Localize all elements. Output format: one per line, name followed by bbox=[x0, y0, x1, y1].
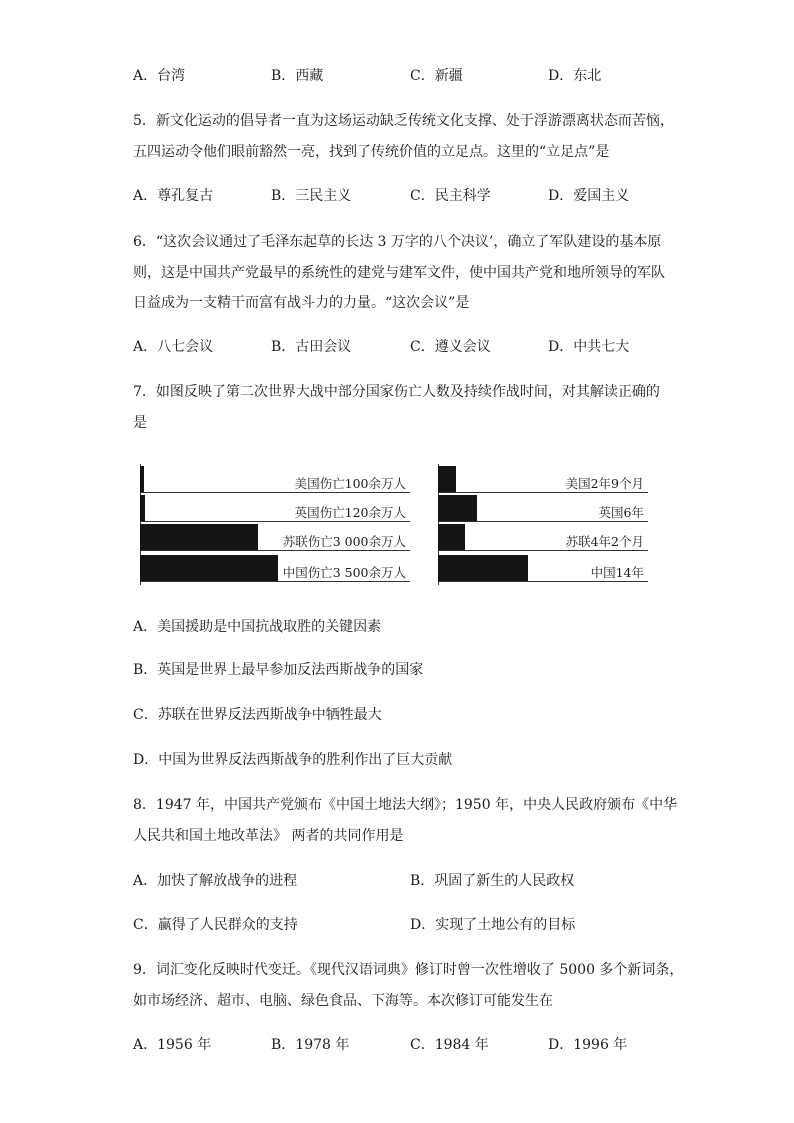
casualty-duration-chart bbox=[138, 462, 648, 592]
q4-option-d[interactable]: D．东北 bbox=[548, 68, 602, 84]
q6-stem-line-3: 日益成为一支精干而富有战斗力的力量。“这次会议”是 bbox=[133, 295, 470, 311]
panel-2-baseline-2 bbox=[438, 521, 648, 522]
panel-2-bar-1 bbox=[438, 466, 456, 492]
panel-1-baseline-3 bbox=[140, 550, 410, 551]
panel-2-baseline-4 bbox=[438, 581, 648, 582]
q9-stem-line-2: 如市场经济、超市、电脑、绿色食品、下海等。本次修订可能发生在 bbox=[133, 993, 553, 1009]
q5-option-b[interactable]: B．三民主义 bbox=[271, 188, 352, 204]
q7-stem-line-1: 7．如图反映了第二次世界大战中部分国家伤亡人数及持续作战时间，对其解读正确的 bbox=[133, 384, 660, 400]
panel-1-label-4: 中国伤亡3 500余万人 bbox=[282, 565, 406, 580]
q8-stem-line-2: 人民共和国土地改革法》 两者的共同作用是 bbox=[133, 828, 404, 844]
q6-option-c[interactable]: C．遵义会议 bbox=[410, 339, 491, 355]
q5-option-c[interactable]: C．民主科学 bbox=[410, 188, 491, 204]
q4-option-b[interactable]: B．西藏 bbox=[271, 68, 324, 84]
q8-option-c[interactable]: C．赢得了人民群众的支持 bbox=[133, 917, 298, 933]
q5-option-a[interactable]: A．尊孔复古 bbox=[133, 188, 214, 204]
panel-1-label-2: 英国伤亡120余万人 bbox=[294, 505, 406, 520]
q5-stem-line-2: 五四运动令他们眼前豁然一亮，找到了传统价值的立足点。这里的“立足点”是 bbox=[133, 144, 610, 160]
q4-option-a[interactable]: A．台湾 bbox=[133, 68, 186, 84]
panel-1-baseline-4 bbox=[140, 581, 410, 582]
q4-option-c[interactable]: C．新疆 bbox=[410, 68, 463, 84]
panel-2-label-3: 苏联4年2个月 bbox=[565, 534, 644, 549]
panel-2-label-1: 美国2年9个月 bbox=[565, 476, 644, 491]
q8-option-d[interactable]: D．实现了土地公有的目标 bbox=[410, 917, 576, 933]
q6-option-a[interactable]: A．八七会议 bbox=[133, 339, 214, 355]
q9-option-a[interactable]: A．1956 年 bbox=[133, 1037, 212, 1053]
q9-option-d[interactable]: D．1996 年 bbox=[548, 1037, 628, 1053]
q9-stem-line-1: 9．词汇变化反映时代变迁。《现代汉语词典》修订时曾一次性增收了 5000 多个新词条， bbox=[133, 962, 684, 978]
q8-option-b[interactable]: B．巩固了新生的人民政权 bbox=[410, 873, 575, 889]
q7-stem-line-2: 是 bbox=[133, 415, 147, 431]
q7-option-a[interactable]: A．美国援助是中国抗战取胜的关键因素 bbox=[133, 619, 382, 635]
panel-2-bar-3 bbox=[438, 524, 465, 550]
panel-1-label-1: 美国伤亡100余万人 bbox=[294, 476, 406, 491]
panel-2-label-4: 中国14年 bbox=[590, 565, 644, 580]
q7-option-c[interactable]: C．苏联在世界反法西斯战争中牺牲最大 bbox=[133, 707, 382, 723]
panel-2-baseline-1 bbox=[438, 492, 648, 493]
q9-option-b[interactable]: B．1978 年 bbox=[271, 1037, 350, 1053]
q6-stem-line-1: 6．“这次会议通过了毛泽东起草的长达 3 万字的八个决议’，确立了军队建设的基本原 bbox=[133, 234, 662, 250]
panel-2-label-2: 英国6年 bbox=[598, 505, 644, 520]
q7-option-d[interactable]: D．中国为世界反法西斯战争的胜利作出了巨大贡献 bbox=[133, 752, 453, 768]
panel-2-bar-2 bbox=[438, 495, 477, 521]
panel-1-baseline-2 bbox=[140, 521, 410, 522]
panel-2-baseline-3 bbox=[438, 550, 648, 551]
q6-option-d[interactable]: D．中共七大 bbox=[548, 339, 630, 355]
q8-stem-line-1: 8．1947 年，中国共产党颁布《中国土地法大纲》；1950 年，中央人民政府颁布《中华 bbox=[133, 797, 678, 813]
q5-option-d[interactable]: D．爱国主义 bbox=[548, 188, 630, 204]
q5-stem-line-1: 5．新文化运动的倡导者一直为这场运动缺乏传统文化支撑、处于浮游漂离状态而苦恼， bbox=[133, 113, 674, 129]
panel-1-label-3: 苏联伤亡3 000余万人 bbox=[282, 534, 406, 549]
panel-2-bar-4 bbox=[438, 555, 528, 581]
panel-1-bar-1 bbox=[140, 466, 144, 492]
panel-1-baseline-1 bbox=[140, 492, 410, 493]
q7-option-b[interactable]: B．英国是世界上最早参加反法西斯战争的国家 bbox=[133, 662, 424, 678]
panel-1-bar-3 bbox=[140, 524, 258, 550]
q9-option-c[interactable]: C．1984 年 bbox=[410, 1037, 489, 1053]
q6-option-b[interactable]: B．古田会议 bbox=[271, 339, 352, 355]
panel-1-bar-2 bbox=[140, 495, 145, 521]
q8-option-a[interactable]: A．加快了解放战争的进程 bbox=[133, 873, 298, 889]
q6-stem-line-2: 则，这是中国共产党最早的系统性的建党与建军文件，使中国共产党和地所领导的军队 bbox=[133, 265, 665, 281]
panel-1-bar-4 bbox=[140, 555, 278, 581]
